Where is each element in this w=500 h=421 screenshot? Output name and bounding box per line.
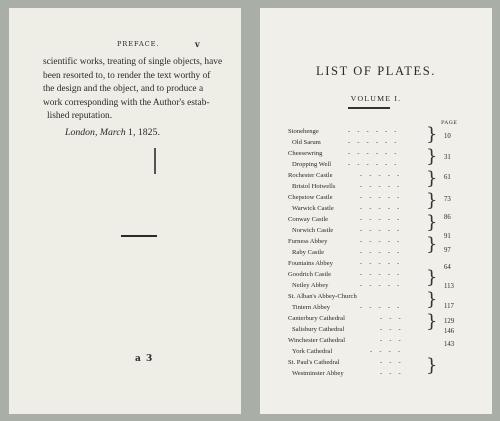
date-place: London, [65, 127, 98, 138]
list-item [288, 214, 402, 225]
plate-page-number: 113 [444, 283, 454, 290]
list-item [288, 148, 400, 159]
text-line: the design and the object, and to produce a [43, 84, 204, 94]
plate-name: Netley Abbey [292, 282, 329, 289]
leader-dots: - - - [380, 326, 404, 333]
plate-page-number: 10 [444, 133, 451, 140]
leader-dots: - - - - - [360, 249, 402, 256]
plate-name: Dropping Well [292, 161, 332, 168]
list-item [288, 236, 402, 247]
brace-mark: } [426, 212, 438, 233]
plate-name: Warwick Castle [292, 205, 334, 212]
list-item [288, 247, 402, 258]
preface-date [65, 127, 160, 138]
leader-dots: - - - [380, 315, 404, 322]
plate-name: Old Sarum [292, 139, 321, 146]
plate-name: Tintern Abbey [292, 304, 331, 311]
leader-dots: - - - - - [360, 205, 402, 212]
plate-page-number: 61 [444, 174, 451, 181]
list-item [288, 280, 402, 291]
plate-name: Stonehenge [288, 128, 319, 135]
list-item [288, 258, 402, 269]
leader-dots: - - - - - [360, 183, 402, 190]
plate-page-number: 129 [444, 318, 455, 325]
page-title: LIST OF PLATES. [316, 64, 436, 78]
list-item [288, 346, 403, 357]
list-item [288, 170, 402, 181]
left-book-page [9, 8, 241, 414]
plate-page-number: 31 [444, 154, 451, 161]
text-line: been resorted to, to render the text worthy of [43, 70, 211, 81]
signature-mark: a 3 [135, 354, 154, 364]
text-line: work corresponding with the Author's estab- [43, 97, 210, 108]
date-month: March [99, 127, 126, 138]
page-number: v [195, 39, 201, 49]
text-line: scientific works, treating of single objects, have [43, 57, 223, 67]
list-item [288, 324, 404, 335]
plate-page-number: 73 [444, 196, 451, 203]
brace-mark: } [426, 190, 438, 211]
plate-name: Salisbury Cathedral [292, 326, 345, 333]
plate-page-number: 64 [444, 264, 451, 271]
list-item [288, 137, 400, 148]
leader-dots: - - - [380, 359, 404, 366]
volume-heading: VOLUME I. [350, 94, 402, 103]
leader-dots: - - - [380, 337, 404, 344]
list-item [288, 181, 402, 192]
plate-name: Canterbury Cathedral [288, 315, 345, 322]
list-item [288, 203, 402, 214]
brace-mark: } [426, 267, 438, 288]
plate-name: Westminster Abbey [292, 370, 344, 377]
volume-rule [348, 107, 390, 109]
plate-name: Furness Abbey [288, 238, 328, 245]
leader-dots: - - - - - [360, 227, 402, 234]
plate-name: Winchester Cathedral [288, 337, 346, 344]
plate-page-number: 117 [444, 303, 454, 310]
leader-dots: - - - - - [360, 172, 402, 179]
running-head-title: PREFACE. [117, 40, 160, 48]
list-item [288, 192, 402, 203]
plate-name: Rochester Castle [288, 172, 333, 179]
plate-name: St. Alban's Abbey-Church [288, 293, 357, 300]
leader-dots: - - - - - [360, 238, 402, 245]
end-rule [121, 235, 157, 237]
brace-mark: } [426, 234, 438, 255]
brace-mark: } [426, 355, 438, 376]
plate-page-number: 91 [444, 233, 451, 240]
brace-mark: } [426, 289, 438, 310]
brace-mark: } [426, 124, 438, 145]
text-line: lished reputation. [47, 111, 113, 121]
right-book-page [260, 8, 492, 414]
leader-dots: - - - - - [360, 282, 402, 289]
plate-name: Chepstow Castle [288, 194, 333, 201]
plate-name: Conway Castle [288, 216, 329, 223]
leader-dots: - - - - - - [348, 161, 400, 168]
plate-page-number: 143 [444, 341, 455, 348]
date-rest: 1, 1825. [125, 127, 160, 138]
leader-dots: - - - - - - [348, 139, 400, 146]
list-item [288, 159, 400, 170]
plate-name: Cheesewring [288, 150, 323, 157]
plate-page-number: 97 [444, 247, 451, 254]
list-item [288, 225, 402, 236]
brace-mark: } [426, 168, 438, 189]
leader-dots: - - - - - [360, 194, 402, 201]
plate-page-number: 86 [444, 214, 451, 221]
list-item [288, 335, 404, 346]
plate-name: St. Paul's Cathedral [288, 359, 340, 366]
plate-name: Norwich Castle [292, 227, 334, 234]
plate-name: Bristol Hotwells [292, 183, 336, 190]
list-item [288, 302, 402, 313]
leader-dots: - - - - - [360, 304, 402, 311]
leader-dots: - - - - - - [348, 150, 400, 157]
leader-dots: - - - - - [360, 271, 402, 278]
leader-dots: - - - [380, 370, 404, 377]
list-item [288, 126, 400, 137]
preface-paragraph [43, 56, 221, 124]
list-item [288, 269, 402, 280]
leader-dots: - - - - - [360, 260, 402, 267]
plate-name: York Cathedral [292, 348, 333, 355]
plate-name: Fountains Abbey [288, 260, 333, 267]
page-blemish-mark [154, 148, 156, 174]
brace-mark: } [426, 311, 438, 332]
plate-name: Goodrich Castle [288, 271, 332, 278]
list-item [288, 357, 404, 368]
page-column-heading: PAGE [441, 120, 458, 126]
leader-dots: - - - - [370, 348, 403, 355]
brace-mark: } [426, 146, 438, 167]
plate-name: Raby Castle [292, 249, 325, 256]
list-item [288, 291, 357, 302]
leader-dots: - - - - - [360, 216, 402, 223]
list-item [288, 368, 404, 379]
list-item [288, 313, 404, 324]
leader-dots: - - - - - - [348, 128, 400, 135]
plate-page-number: 146 [444, 328, 455, 335]
